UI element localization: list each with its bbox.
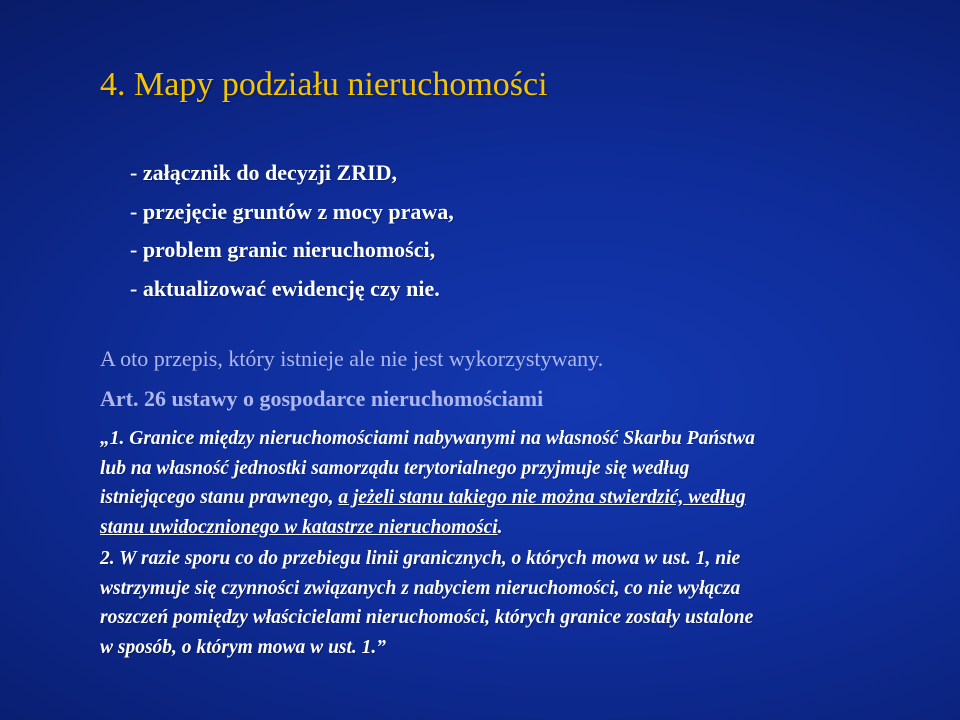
quote-line-1: „1. Granice między nieruchomościami nabywanymi na własność Skarbu Państwa [100,428,755,449]
bullet-list [130,154,454,308]
quote-line-4 [100,513,940,543]
bullet-item: - aktualizować ewidencję czy nie. [130,275,440,301]
bullet-item: - problem granic nieruchomości, [130,237,436,262]
article-reference: Art. 26 ustawy o gospodarce nieruchomościami [100,386,544,411]
quote-line-4-underlined: stanu uwidocznionego w katastrze nieruchomości [100,516,498,538]
quote-line-2: lub na własność jednostki samorządu terytorialnego przyjmuje się według [100,457,690,479]
intro-text: A oto przepis, który istnieje ale nie jest wykorzystywany. [100,346,604,371]
legal-quote [100,424,940,662]
quote-line-3 [100,483,940,513]
quote-line-3-plain: istniejącego stanu prawnego, [100,487,339,508]
quote-line-3-underlined: a jeżeli stanu takiego nie można stwierdzić, według [338,487,746,508]
quote-line-6: wstrzymuje się czynności związanych z nabyciem nieruchomości, co nie wyłącza [100,577,741,599]
quote-line-4-end: . [497,516,503,538]
bullet-item: - przejęcie gruntów z mocy prawa, [130,198,454,224]
slide-title: 4. Mapy podziału nieruchomości [100,66,548,103]
quote-line-5: 2. W razie sporu co do przebiegu linii granicznych, o których mowa w ust. 1, nie [100,548,741,569]
bullet-item: - załącznik do decyzji ZRID, [130,160,398,185]
quote-line-7: roszczeń pomiędzy właścicielami nieruchomości, których granice zostały ustalone [100,607,754,628]
quote-line-8: w sposób, o którym mowa w ust. 1.” [100,636,387,658]
